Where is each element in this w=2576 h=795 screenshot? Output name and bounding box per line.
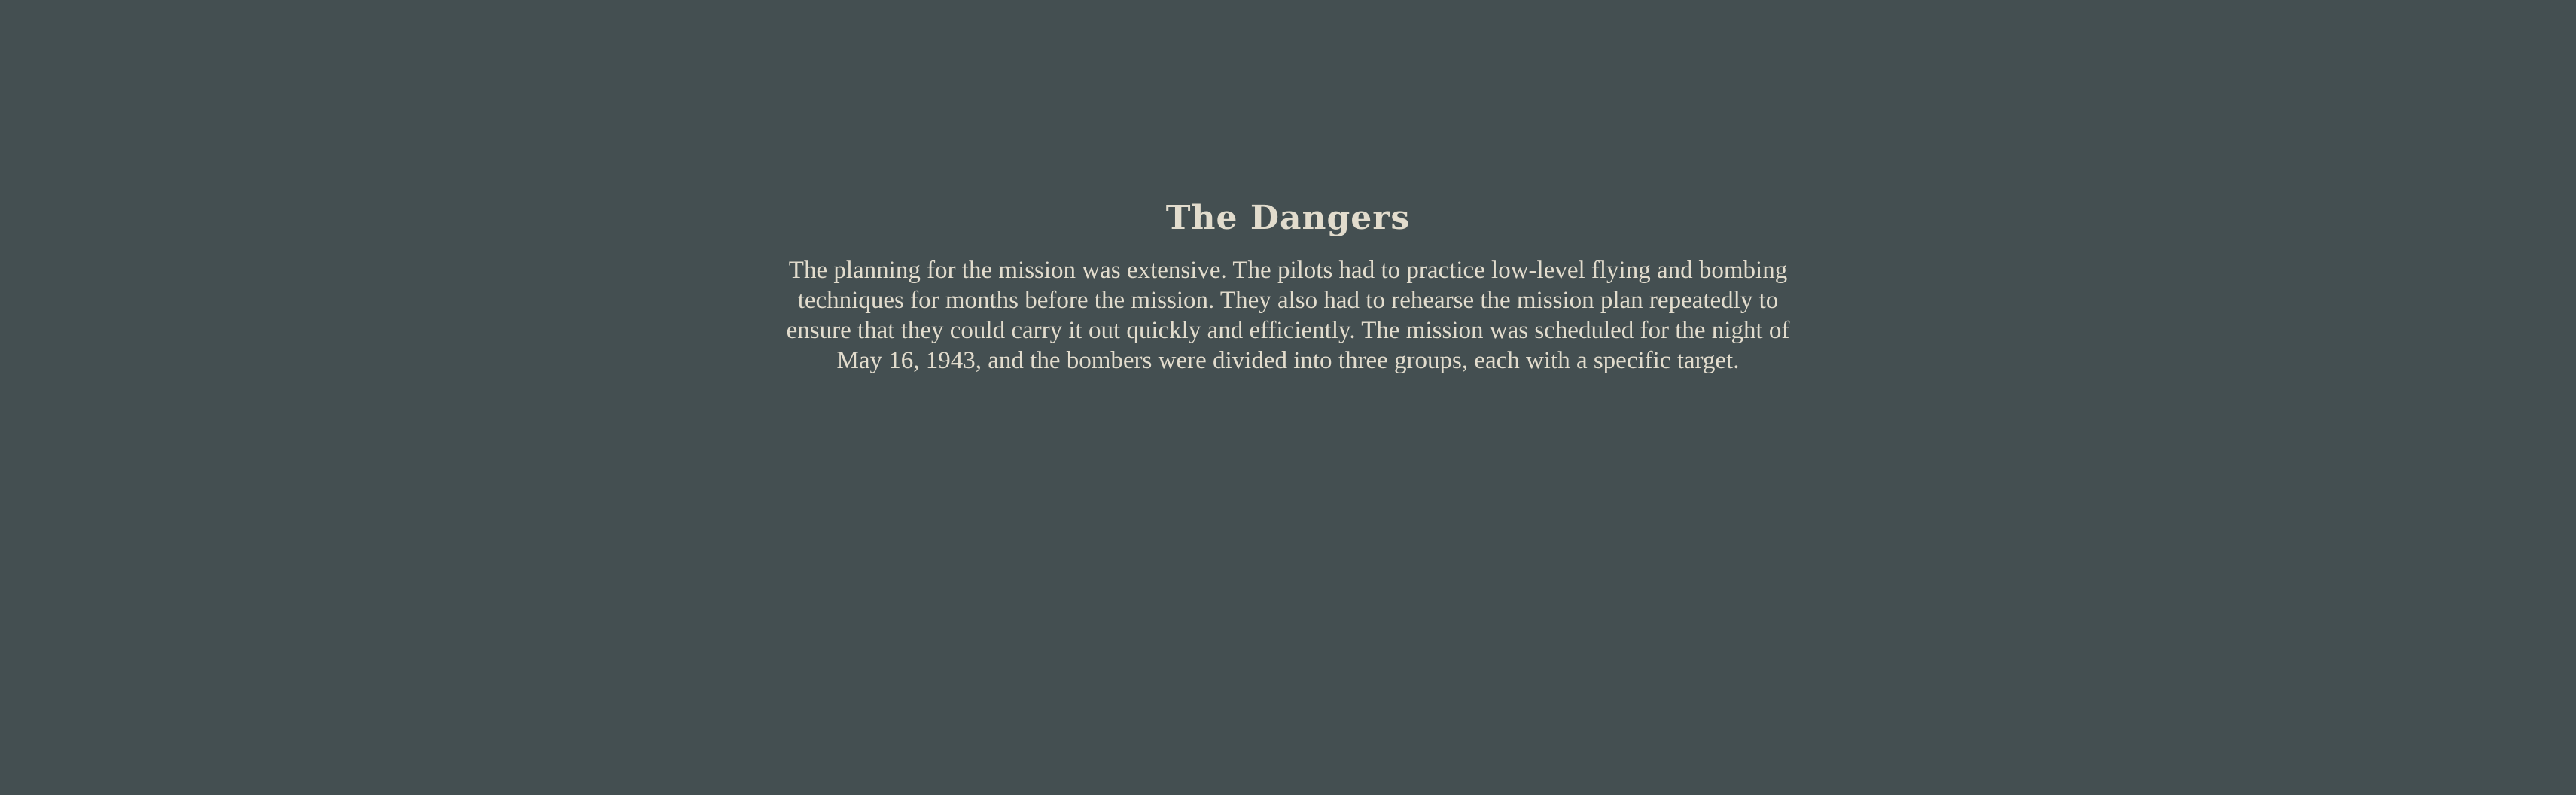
section-paragraph: The planning for the mission was extensive. The pilots had to practice low-level flying and bombing techniques for months before the mission. They also had to rehearse the mission plan repeatedly to ensure that they could carry it out quickly and efficiently. The mission was scheduled for the night of May 16, 1943, and the bombers were divided into three groups, each with a specific target. [786,257,1790,374]
section-content [768,192,1808,376]
section-title: The Dangers [1165,199,1411,237]
